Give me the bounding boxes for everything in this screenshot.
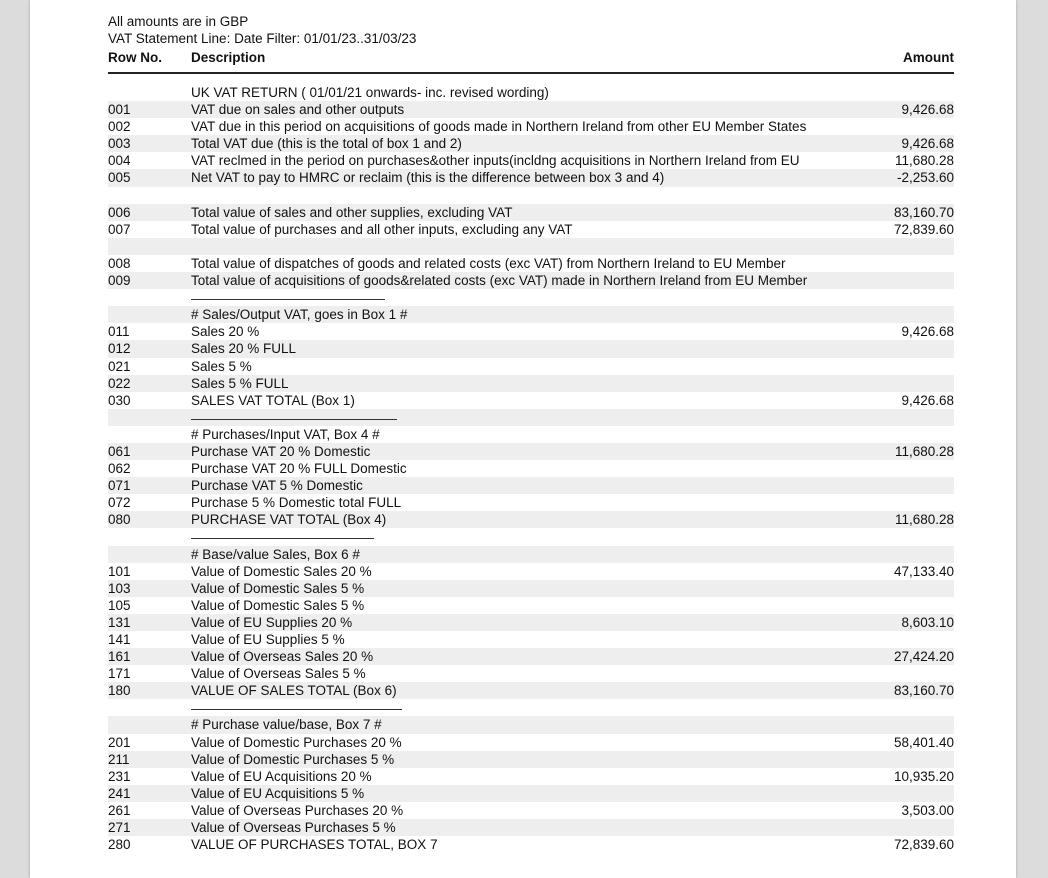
row-description: Value of Overseas Purchases 5 %	[191, 820, 396, 836]
row-amount: 8,603.10	[901, 614, 954, 630]
row-description: Value of EU Acquisitions 20 %	[191, 768, 372, 784]
row-amount: 58,401.40	[893, 734, 954, 750]
table-row	[108, 648, 954, 665]
row-description: Value of Domestic Sales 5 %	[191, 580, 365, 596]
table-row	[108, 477, 954, 494]
row-description: SALES VAT TOTAL (Box 1)	[191, 392, 355, 408]
row-description: Value of Domestic Sales 5 %	[191, 597, 365, 613]
row-number: 007	[108, 221, 131, 237]
row-description: # Purchases/Input VAT, Box 4 #	[191, 426, 380, 442]
table-row	[108, 460, 954, 477]
table-row	[108, 734, 954, 751]
row-description: VALUE OF SALES TOTAL (Box 6)	[191, 683, 397, 699]
row-description: Value of Domestic Sales 20 %	[191, 563, 372, 579]
row-number: 062	[108, 461, 131, 477]
row-description: UK VAT RETURN ( 01/01/21 onwards- inc. revised wording)	[191, 85, 549, 100]
table-row	[108, 238, 954, 255]
row-amount: 83,160.70	[893, 683, 954, 699]
table-row	[108, 528, 954, 545]
row-amount: 47,133.40	[893, 563, 954, 579]
table-row	[108, 101, 954, 118]
table-row	[108, 614, 954, 631]
row-number: 004	[108, 153, 131, 169]
row-number: 006	[108, 204, 131, 220]
row-number: 280	[108, 837, 131, 853]
row-description: PURCHASE VAT TOTAL (Box 4)	[191, 512, 387, 528]
row-number: 161	[108, 649, 131, 665]
row-number: 201	[108, 734, 131, 750]
table-row	[108, 187, 954, 204]
row-number: 030	[108, 392, 131, 408]
row-description: Value of EU Supplies 20 %	[191, 614, 353, 630]
row-number: 103	[108, 580, 131, 596]
row-number: 211	[108, 751, 130, 767]
row-description: Net VAT to pay to HMRC or reclaim (this is the difference between box 3 and 4)	[191, 170, 665, 186]
table-row	[108, 375, 954, 392]
table-row	[108, 597, 954, 614]
row-number: 131	[108, 614, 131, 630]
table-row	[108, 768, 954, 785]
statement-table	[108, 84, 954, 853]
row-number: 141	[108, 632, 131, 647]
row-number: 008	[108, 255, 131, 271]
table-row	[108, 426, 954, 443]
row-description: Value of Overseas Sales 20 %	[191, 649, 374, 665]
row-description: Total VAT due (this is the total of box 1 and 2)	[191, 136, 462, 152]
row-description: Total value of acquisitions of goods&related costs (exc VAT) made in Northern Ireland from EU Member	[191, 273, 808, 289]
row-description: # Base/value Sales, Box 6 #	[191, 546, 360, 562]
table-row	[108, 358, 954, 375]
row-description: VAT reclmed in the period on purchases&other inputs(incldng acquisitions in Northern Ireland from EU	[191, 153, 800, 169]
row-description: Sales 5 %	[191, 358, 252, 374]
table-row	[108, 204, 954, 221]
row-description: Total value of dispatches of goods and related costs (exc VAT) from Northern Ireland to EU Member	[191, 255, 786, 271]
row-amount: 11,680.28	[894, 153, 954, 169]
row-description: Value of EU Acquisitions 5 %	[191, 785, 365, 801]
row-amount: 9,426.68	[901, 324, 954, 340]
row-amount: 72,839.60	[893, 221, 954, 237]
row-number: 241	[108, 785, 131, 801]
row-description: Total value of sales and other supplies, excluding VAT	[191, 204, 513, 220]
column-header-description: Description	[191, 50, 266, 65]
table-row	[108, 665, 954, 682]
table-row	[108, 392, 954, 409]
section-underline	[191, 709, 402, 710]
row-description: # Purchase value/base, Box 7 #	[191, 717, 382, 733]
table-row	[108, 631, 954, 648]
date-filter-line: VAT Statement Line: Date Filter: 01/01/23..31/03/23	[108, 31, 417, 46]
row-number: 072	[108, 495, 131, 511]
table-row	[108, 323, 954, 340]
table-row	[108, 511, 954, 528]
row-amount: 3,503.00	[901, 802, 954, 818]
row-description: VAT due in this period on acquisitions of goods made in Northern Ireland from other EU Member States	[191, 119, 807, 135]
row-description: Purchase VAT 5 % Domestic	[191, 478, 363, 494]
row-number: 101	[108, 563, 131, 579]
column-header-row-no: Row No.	[108, 50, 162, 65]
row-amount: 83,160.70	[893, 204, 954, 220]
section-underline	[191, 538, 374, 539]
row-description: Sales 20 % FULL	[191, 341, 297, 357]
row-amount: 11,680.28	[894, 512, 954, 528]
row-number: 005	[108, 170, 131, 186]
currency-note: All amounts are in GBP	[108, 14, 249, 29]
table-row	[108, 563, 954, 580]
row-number: 261	[108, 802, 131, 818]
table-row	[108, 819, 954, 836]
table-row	[108, 494, 954, 511]
table-row	[108, 802, 954, 819]
table-row	[108, 699, 954, 716]
table-row	[108, 306, 954, 323]
table-row	[108, 409, 954, 426]
row-description: Purchase VAT 20 % FULL Domestic	[191, 461, 407, 477]
row-amount: 11,680.28	[894, 443, 954, 459]
row-number: 009	[108, 273, 131, 289]
report-header	[108, 13, 416, 47]
row-number: 003	[108, 136, 131, 152]
table-row	[108, 443, 954, 460]
row-number: 071	[108, 478, 131, 494]
table-row	[108, 221, 954, 238]
row-number: 171	[108, 666, 131, 682]
row-number: 002	[108, 119, 131, 135]
row-description: Sales 5 % FULL	[191, 375, 289, 391]
row-description: VALUE OF PURCHASES TOTAL, BOX 7	[191, 837, 438, 853]
row-amount: -2,253.60	[896, 170, 954, 186]
row-number: 105	[108, 597, 131, 613]
table-row	[108, 340, 954, 357]
row-description: Value of Overseas Purchases 20 %	[191, 802, 404, 818]
row-amount: 27,424.20	[893, 649, 954, 665]
row-amount: 9,426.68	[901, 136, 954, 152]
row-number: 001	[108, 102, 131, 118]
table-row	[108, 169, 954, 186]
column-headers	[108, 50, 954, 67]
table-row	[108, 255, 954, 272]
row-amount: 72,839.60	[893, 837, 954, 853]
table-row	[108, 135, 954, 152]
row-description: Purchase VAT 20 % Domestic	[191, 443, 371, 459]
report-page	[30, 0, 1016, 878]
row-description: # Sales/Output VAT, goes in Box 1 #	[191, 307, 408, 323]
row-description: Value of EU Supplies 5 %	[191, 632, 345, 647]
row-amount: 9,426.68	[901, 392, 954, 408]
row-number: 012	[108, 341, 131, 357]
table-row	[108, 118, 954, 135]
row-number: 022	[108, 375, 131, 391]
row-number: 061	[108, 443, 131, 459]
row-description: Total value of purchases and all other inputs, excluding any VAT	[191, 221, 573, 237]
row-description: Value of Overseas Sales 5 %	[191, 666, 366, 682]
row-number: 271	[108, 820, 131, 836]
table-row	[108, 682, 954, 699]
table-row	[108, 836, 954, 853]
table-row	[108, 580, 954, 597]
row-number: 011	[108, 324, 130, 340]
row-description: VAT due on sales and other outputs	[191, 102, 405, 118]
table-row	[108, 716, 954, 733]
row-number: 231	[108, 768, 131, 784]
row-number: 021	[108, 358, 131, 374]
table-row	[108, 272, 954, 289]
section-underline	[191, 419, 397, 420]
table-row	[108, 546, 954, 563]
row-description: Value of Domestic Purchases 20 %	[191, 734, 402, 750]
table-row	[108, 84, 954, 101]
table-row	[108, 152, 954, 169]
row-number: 180	[108, 683, 131, 699]
row-description: Sales 20 %	[191, 324, 260, 340]
header-divider	[108, 72, 954, 74]
section-underline	[191, 299, 385, 300]
row-number: 080	[108, 512, 131, 528]
row-amount: 9,426.68	[901, 102, 954, 118]
row-description: Value of Domestic Purchases 5 %	[191, 751, 395, 767]
row-amount: 10,935.20	[893, 768, 954, 784]
table-row	[108, 289, 954, 306]
table-row	[108, 785, 954, 802]
table-row	[108, 751, 954, 768]
column-header-amount: Amount	[903, 50, 954, 65]
row-description: Purchase 5 % Domestic total FULL	[191, 495, 402, 511]
